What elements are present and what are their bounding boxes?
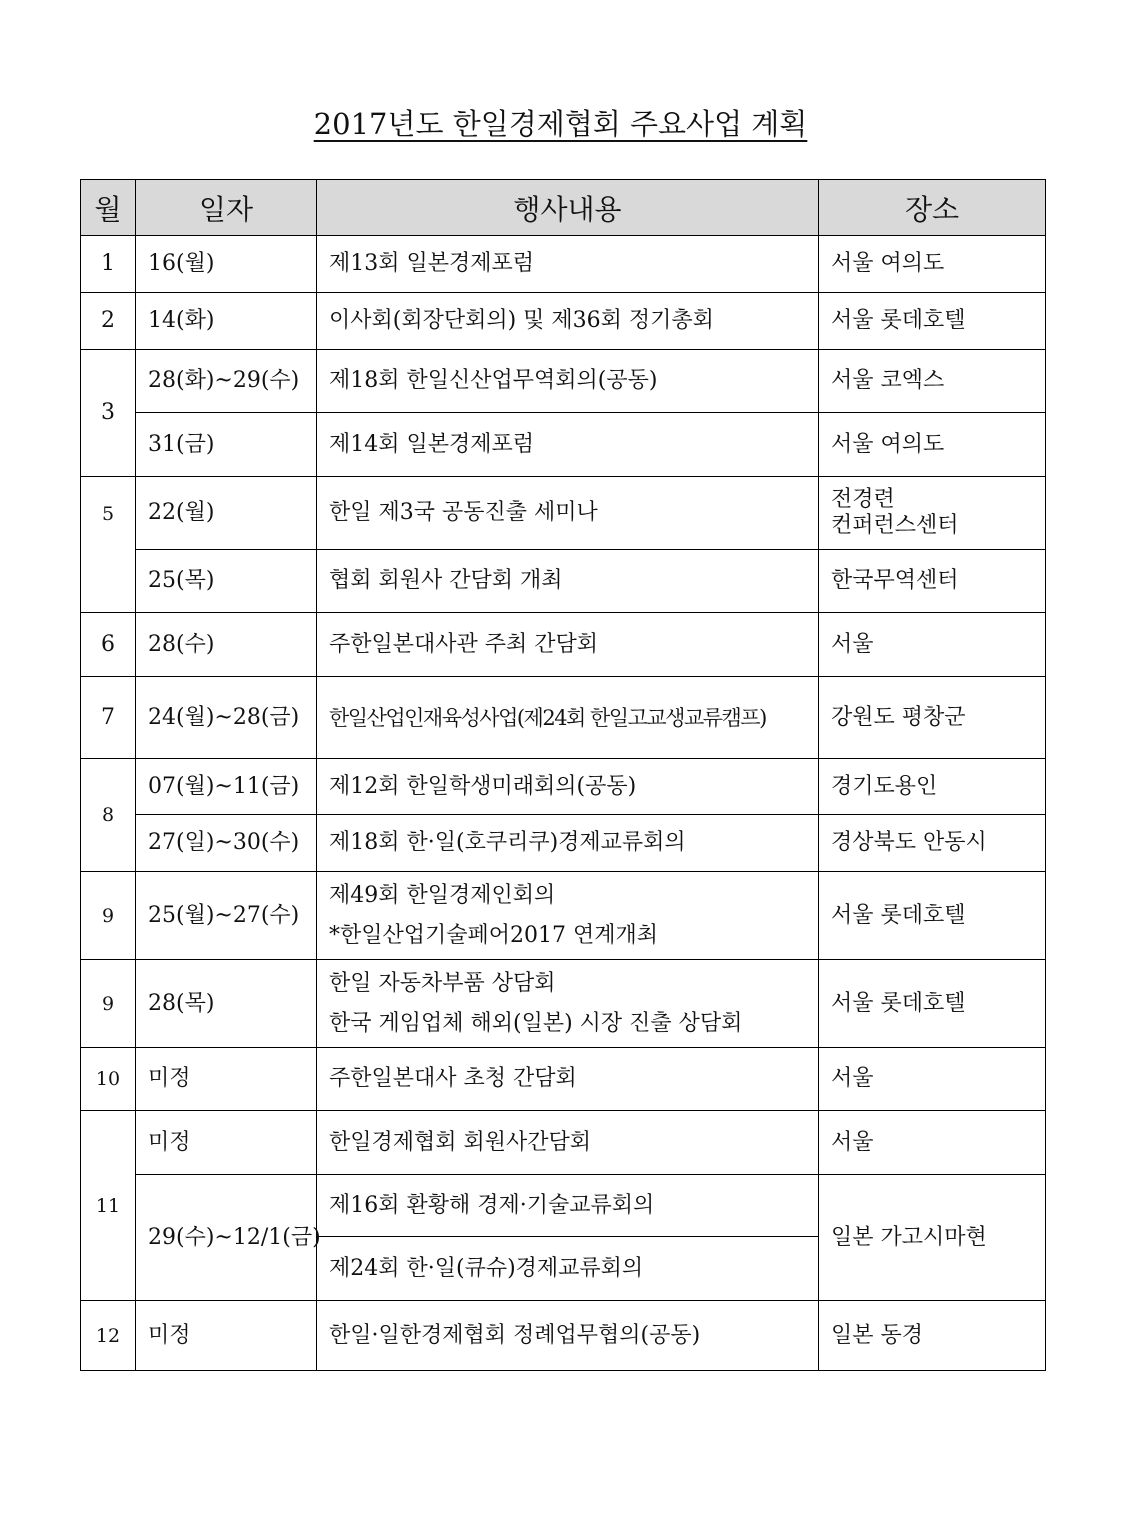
place-cell xyxy=(819,872,1046,960)
event-text: 한일경제협회 회원사간담회 xyxy=(329,1129,592,1155)
table-row xyxy=(81,477,1046,550)
place-cell xyxy=(819,1048,1046,1111)
event-cell xyxy=(317,293,819,350)
place-text: 컨퍼런스센터 xyxy=(831,513,959,538)
month-cell: 12 xyxy=(81,1301,136,1371)
event-cell xyxy=(317,613,819,677)
place-cell xyxy=(819,1175,1046,1301)
table-row xyxy=(81,236,1046,293)
table-header-row xyxy=(81,180,1046,236)
date-cell: 14(화) xyxy=(136,293,317,350)
event-cell xyxy=(317,413,819,477)
header-event: 행사내용 xyxy=(317,180,819,236)
date-cell: 28(목) xyxy=(136,960,317,1048)
event-cell xyxy=(317,677,819,759)
event-text: 제18회 한·일(호쿠리쿠)경제교류회의 xyxy=(329,830,686,855)
place-text: 서울 xyxy=(831,1066,874,1091)
place-cell xyxy=(819,550,1046,613)
month-cell: 9 xyxy=(81,872,136,960)
place-text: 일본 가고시마현 xyxy=(831,1224,987,1250)
table-row xyxy=(81,613,1046,677)
date-cell: 07(월)~11(금) xyxy=(136,759,317,815)
date-cell: 22(월) xyxy=(136,477,317,550)
header-place: 장소 xyxy=(819,180,1046,236)
place-cell xyxy=(819,477,1046,550)
event-cell xyxy=(317,815,819,872)
table-row xyxy=(81,677,1046,759)
place-text: 경상북도 안동시 xyxy=(831,830,987,855)
place-text: 서울 xyxy=(831,631,874,657)
month-cell: 1 xyxy=(81,236,136,293)
place-text: 서울 여의도 xyxy=(831,251,945,276)
event-text: 제49회 한일경제인회의 xyxy=(329,882,556,908)
month-cell: 10 xyxy=(81,1048,136,1111)
table-row xyxy=(81,1301,1046,1371)
event-text: 이사회(회장단회의) 및 제36회 정기총회 xyxy=(329,308,714,333)
event-text: 한국 게임업체 해외(일본) 시장 진출 상담회 xyxy=(329,1010,743,1036)
place-cell xyxy=(819,350,1046,413)
table-row xyxy=(81,872,1046,960)
event-cell xyxy=(317,550,819,613)
place-text: 서울 롯데호텔 xyxy=(831,990,966,1016)
header-date: 일자 xyxy=(136,180,317,236)
table-row xyxy=(81,1175,1046,1237)
place-cell xyxy=(819,413,1046,477)
table-row xyxy=(81,293,1046,350)
place-text: 서울 xyxy=(831,1129,874,1155)
page-title: 2017년도 한일경제협회 주요사업 계획 xyxy=(313,107,808,141)
date-cell: 16(월) xyxy=(136,236,317,293)
month-cell: 7 xyxy=(81,677,136,759)
date-cell: 미정 xyxy=(136,1301,317,1371)
event-text: 한일 제3국 공동진출 세미나 xyxy=(329,500,598,525)
month-cell: 8 xyxy=(81,759,136,872)
event-cell xyxy=(317,872,819,960)
place-text: 서울 롯데호텔 xyxy=(831,308,966,333)
place-cell xyxy=(819,236,1046,293)
table-row xyxy=(81,550,1046,613)
month-cell: 5 xyxy=(81,477,136,613)
event-cell xyxy=(317,960,819,1048)
place-text: 일본 동경 xyxy=(831,1322,924,1348)
event-text: 제13회 일본경제포럼 xyxy=(329,251,535,276)
event-text: 제14회 일본경제포럼 xyxy=(329,431,535,457)
event-cell xyxy=(317,1301,819,1371)
month-cell: 9 xyxy=(81,960,136,1048)
event-cell xyxy=(317,759,819,815)
table-row xyxy=(81,759,1046,815)
table-row xyxy=(81,960,1046,1048)
event-text: 한일산업인재육성사업(제24회 한일고교생교류캠프) xyxy=(329,705,766,730)
month-cell: 3 xyxy=(81,350,136,477)
date-cell: 24(월)~28(금) xyxy=(136,677,317,759)
event-text: 협회 회원사 간담회 개최 xyxy=(329,568,563,593)
event-text: 한일 자동차부품 상담회 xyxy=(329,970,556,996)
place-text: 전경련 xyxy=(831,487,895,512)
place-cell xyxy=(819,293,1046,350)
event-text: 제16회 환황해 경제·기술교류회의 xyxy=(329,1192,655,1218)
table-row xyxy=(81,1048,1046,1111)
month-cell: 11 xyxy=(81,1111,136,1301)
date-cell: 미정 xyxy=(136,1111,317,1175)
place-cell xyxy=(819,960,1046,1048)
place-text: 한국무역센터 xyxy=(831,568,959,593)
event-text: 제24회 한·일(큐슈)경제교류회의 xyxy=(329,1255,644,1281)
event-cell xyxy=(317,350,819,413)
event-cell xyxy=(317,1111,819,1175)
place-text: 서울 여의도 xyxy=(831,431,945,457)
date-cell: 28(화)~29(수) xyxy=(136,350,317,413)
event-text: *한일산업기술페어2017 연계개최 xyxy=(329,922,659,948)
place-cell xyxy=(819,1301,1046,1371)
event-text: 한일·일한경제협회 정례업무협의(공동) xyxy=(329,1322,701,1348)
place-text: 서울 코엑스 xyxy=(831,368,945,393)
date-cell: 28(수) xyxy=(136,613,317,677)
event-text: 주한일본대사관 주최 간담회 xyxy=(329,631,599,657)
date-cell: 미정 xyxy=(136,1048,317,1111)
place-text: 경기도용인 xyxy=(831,773,938,799)
header-month: 월 xyxy=(81,180,136,236)
event-text: 제12회 한일학생미래회의(공동) xyxy=(329,773,637,799)
table-row xyxy=(81,350,1046,413)
date-cell: 31(금) xyxy=(136,413,317,477)
event-cell xyxy=(317,1048,819,1111)
table-row xyxy=(81,815,1046,872)
place-cell xyxy=(819,815,1046,872)
event-cell xyxy=(317,236,819,293)
date-cell: 25(목) xyxy=(136,550,317,613)
event-text: 제18회 한일신산업무역회의(공동) xyxy=(329,368,658,393)
month-cell: 6 xyxy=(81,613,136,677)
date-cell: 29(수)~12/1(금) xyxy=(136,1175,317,1301)
event-cell xyxy=(317,1175,819,1237)
table-row xyxy=(81,413,1046,477)
event-text: 주한일본대사 초청 간담회 xyxy=(329,1066,577,1091)
event-cell xyxy=(317,1237,819,1301)
schedule-table xyxy=(80,179,1046,1371)
place-text: 강원도 평창군 xyxy=(831,704,966,730)
date-cell: 27(일)~30(수) xyxy=(136,815,317,872)
month-cell: 2 xyxy=(81,293,136,350)
place-cell xyxy=(819,1111,1046,1175)
place-cell xyxy=(819,759,1046,815)
date-cell: 25(월)~27(수) xyxy=(136,872,317,960)
event-cell xyxy=(317,477,819,550)
place-cell xyxy=(819,677,1046,759)
place-text: 서울 롯데호텔 xyxy=(831,902,966,928)
place-cell xyxy=(819,613,1046,677)
table-row xyxy=(81,1111,1046,1175)
